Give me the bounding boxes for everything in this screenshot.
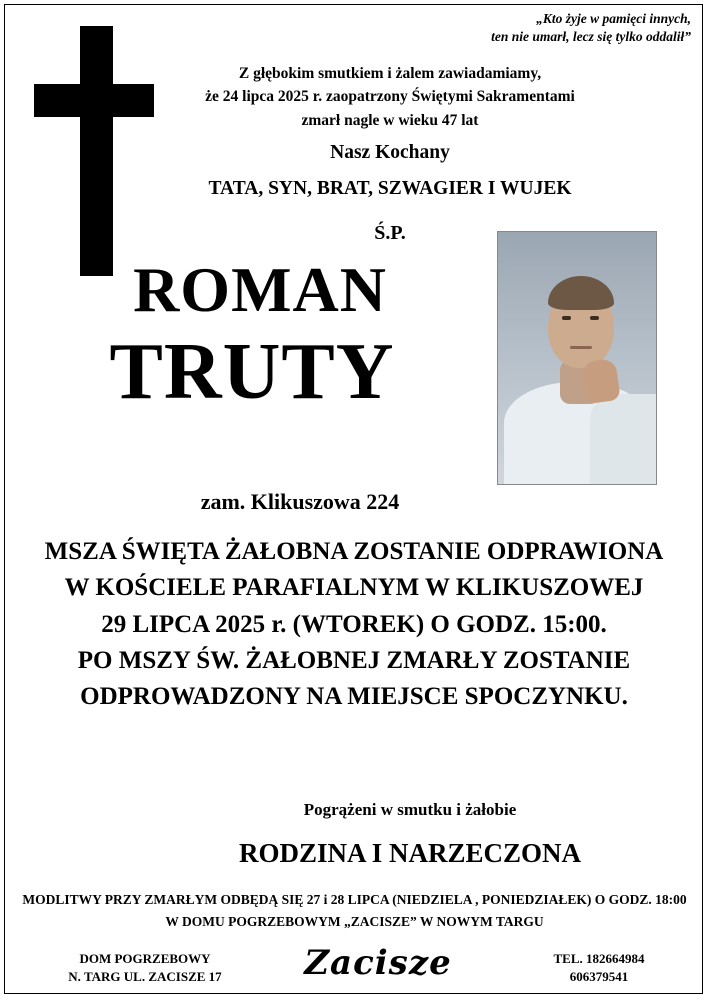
ceremony-line-3: 29 LIPCA 2025 r. (WTOREK) O GODZ. 15:00. (101, 610, 607, 638)
ceremony-line-2: W KOŚCIELE PARAFIALNYM W KLIKUSZOWEJ (64, 574, 644, 602)
photo-right-eye (590, 316, 599, 320)
funeral-home-address (40, 950, 250, 985)
intro-line-1: Z głębokim smutkiem i żalem zawiadamiamy, (238, 65, 542, 82)
funeral-home-phone (519, 950, 679, 985)
company-line-2: N. TARG UL. ZACISZE 17 (68, 968, 222, 984)
intro-line-3: zmarł nagle w wieku 47 lat (301, 111, 479, 129)
prayers-line-2: W DOMU POGRZEBOWYM „ZACISZE” W NOWYM TARGU (165, 913, 544, 929)
phone-line-2: 606379541 (569, 968, 629, 984)
prayers-info (18, 889, 691, 932)
deceased-last-name: TRUTY (109, 328, 395, 416)
deceased-first-name: ROMAN (133, 254, 387, 325)
cross-vertical-bar (80, 26, 113, 276)
quote-line-1: „Kto żyje w pamięci innych, (536, 11, 691, 26)
announcement-intro (175, 62, 605, 132)
company-line-1: DOM POGRZEBOWY (79, 951, 211, 966)
relation-list: TATA, SYN, BRAT, SZWAGIER I WUJEK (208, 178, 572, 199)
cross-icon (34, 26, 154, 276)
photo-arm (590, 394, 656, 485)
phone-line-1: TEL. 182664984 (553, 951, 645, 966)
mourning-intro: Pogrążeni w smutku i żałobie (303, 800, 517, 819)
prayers-line-1: MODLITWY PRZY ZMARŁYM ODBĘDĄ SIĘ 27 i 28 LIPCA (NIEDZIELA , PONIEDZIAŁEK) O GODZ. 18:00 (22, 892, 687, 907)
funeral-home-logo: Zacisze (304, 943, 452, 983)
photo-left-eye (562, 316, 571, 320)
ceremony-line-5: ODPROWADZONY NA MIEJSCE SPOCZYNKU. (80, 683, 628, 710)
memorial-quote (401, 10, 691, 46)
quote-line-2: ten nie umarł, lecz się tylko oddalił” (491, 29, 691, 45)
honorific-label: Ś.P. (374, 222, 406, 244)
deceased-address: zam. Klikuszowa 224 (200, 489, 400, 514)
portrait-photo (497, 231, 657, 485)
relation-prefix: Nasz Kochany (330, 142, 450, 163)
mourning-family: RODZINA I NARZECZONA (238, 838, 582, 868)
photo-mouth (570, 346, 592, 349)
ceremony-line-4: PO MSZY ŚW. ŻAŁOBNEJ ZMARŁY ZOSTANIE (77, 646, 631, 674)
cross-horizontal-bar (34, 84, 154, 117)
ceremony-details (26, 534, 682, 715)
intro-line-2: że 24 lipca 2025 r. zaopatrzony Świętymi Sakramentami (205, 88, 575, 106)
ceremony-line-1: MSZA ŚWIĘTA ŻAŁOBNA ZOSTANIE ODPRAWIONA (44, 538, 664, 565)
